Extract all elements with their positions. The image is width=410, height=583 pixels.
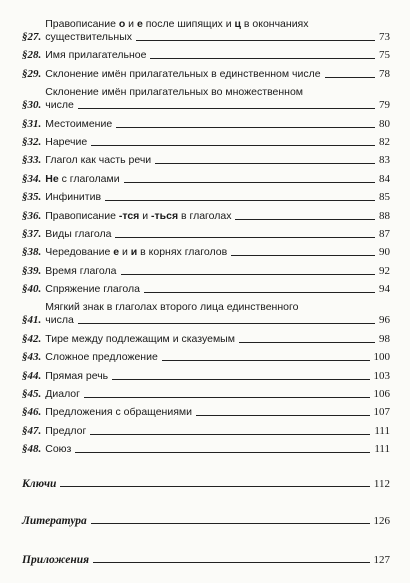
dotted-leader [239,342,375,343]
toc-entry[interactable] [22,68,390,81]
toc-entry-title: Диалог [45,388,80,401]
toc-page-number: 84 [379,172,390,185]
toc-entry[interactable] [22,49,390,62]
toc-entry-title: Предлог [45,424,87,437]
toc-entry[interactable] [22,265,390,278]
toc-entry[interactable] [22,118,390,131]
toc-entry-number: §42. [22,332,42,345]
toc-entry-number: §40. [22,283,42,296]
toc-page-number: 126 [373,515,390,527]
dotted-leader [162,360,370,361]
toc-entry[interactable] [22,388,390,401]
toc-page-number: 83 [379,154,390,167]
toc-entry-number: §32. [22,135,42,148]
toc-page-number: 80 [379,117,390,130]
toc-entry-number: §38. [22,246,42,259]
toc-entry-title: Правописание о и е после шипящих и ц в окончаниях [45,18,309,30]
toc-page-number: 111 [374,443,390,456]
toc-entry[interactable] [22,425,390,438]
toc-entry-number: §33. [22,154,42,167]
toc-entry-number: §34. [22,172,42,185]
toc-entry-title: Склонение имён прилагательных во множественном [45,86,304,99]
toc-entry-title: Время глагола [45,264,117,277]
dotted-leader [93,562,369,563]
table-of-contents [22,18,390,462]
dotted-leader [112,379,369,380]
toc-entry-number: §28. [22,49,42,62]
toc-entry-title: Инфинитив [45,191,102,204]
toc-page-number: 75 [379,49,390,62]
toc-page-number: 111 [374,424,390,437]
dotted-leader [78,323,375,324]
toc-page-number: 100 [373,351,390,364]
toc-page-number: 82 [379,135,390,148]
dotted-leader [116,127,375,128]
toc-entry-title: Тире между подлежащим и сказуемым [45,332,235,345]
toc-entry-number: §46. [22,406,42,419]
dotted-leader [231,255,375,256]
toc-entry[interactable] [22,246,390,259]
toc-entry[interactable] [22,154,390,167]
toc-entry-number: §41. [22,314,42,327]
toc-entry[interactable] [22,301,390,327]
dotted-leader [235,219,375,220]
toc-section-title: Литература [22,515,87,527]
toc-entry-title: Местоимение [45,117,113,130]
toc-entry-title: Союз [45,443,72,456]
dotted-leader [91,523,370,524]
toc-page-number: 79 [379,99,390,112]
toc-page-number: 107 [373,406,390,419]
toc-entry-title: Не с глаголами [45,172,120,185]
toc-entry-title: Мягкий знак в глаголах второго лица единственного [45,301,299,314]
toc-section-keys[interactable] [22,478,390,490]
toc-entry-title: Предложения с обращениями [45,406,192,419]
toc-entry-number: §48. [22,443,42,456]
toc-entry-title-line2: числе [45,99,74,112]
toc-entry-number: §29. [22,67,42,80]
toc-entry-number: §44. [22,369,42,382]
toc-entry-number: §35. [22,191,42,204]
toc-entry-title-line2: существительных [45,31,132,43]
toc-entry[interactable] [22,370,390,383]
toc-entry-number: §39. [22,264,42,277]
toc-page-number: 88 [379,209,390,222]
toc-page-number: 103 [373,369,390,382]
toc-entry-title: Глагол как часть речи [45,154,152,167]
toc-entry[interactable] [22,18,390,44]
toc-entry-title: Правописание -тся и -ться в глаголах [45,209,232,222]
dotted-leader [124,182,375,183]
toc-entry-title: Виды глагола [45,227,112,240]
toc-page-number: 78 [379,67,390,80]
toc-section-appendices[interactable] [22,554,390,566]
toc-entry[interactable] [22,406,390,419]
toc-entry-title: Наречие [45,135,88,148]
toc-entry-number: §47. [22,424,42,437]
toc-entry[interactable] [22,283,390,296]
dotted-leader [105,200,375,201]
dotted-leader [91,145,375,146]
toc-entry-title: Прямая речь [45,369,109,382]
toc-entry-number: §30. [22,99,42,112]
toc-page-number: 87 [379,227,390,240]
dotted-leader [136,40,375,41]
toc-page-number: 90 [379,246,390,259]
toc-entry-number: §43. [22,351,42,364]
toc-entry[interactable] [22,228,390,241]
toc-entry[interactable] [22,443,390,456]
toc-section-title: Приложения [22,554,90,566]
toc-entry-title: Сложное предложение [45,351,158,364]
toc-page-number: 85 [379,191,390,204]
dotted-leader [325,77,375,78]
toc-page-number: 92 [379,264,390,277]
dotted-leader [60,486,370,487]
toc-entry[interactable] [22,173,390,186]
dotted-leader [196,415,370,416]
toc-entry-number: §27. [22,31,42,43]
toc-section-literature[interactable] [22,515,390,527]
toc-entry[interactable] [22,191,390,204]
toc-page-number: 96 [379,314,390,327]
dotted-leader [84,397,370,398]
dotted-leader [155,163,375,164]
dotted-leader [121,274,376,275]
toc-page-number: 106 [373,388,390,401]
toc-entry-title: Склонение имён прилагательных в единственном числе [45,67,321,80]
toc-entry-title-line2: числа [45,314,74,327]
toc-entry[interactable] [22,86,390,112]
toc-section-title: Ключи [22,478,57,490]
toc-entry[interactable] [22,351,390,364]
toc-entry-title: Чередование е и и в корнях глаголов [45,246,228,259]
dotted-leader [144,292,375,293]
dotted-leader [75,452,370,453]
toc-page-number: 112 [373,478,390,490]
toc-entry-number: §45. [22,388,42,401]
toc-page-number: 127 [373,554,390,566]
dotted-leader [90,434,370,435]
toc-page-number: 98 [379,332,390,345]
toc-entry-title: Имя прилагательное [45,49,147,62]
dotted-leader [150,58,375,59]
dotted-leader [115,237,375,238]
dotted-leader [78,108,375,109]
toc-entry[interactable] [22,210,390,223]
toc-page-number: 94 [379,283,390,296]
toc-entry-number: §37. [22,227,42,240]
toc-page-number: 73 [379,31,390,43]
toc-entry-number: §36. [22,209,42,222]
toc-entry-title: Спряжение глагола [45,283,140,296]
toc-entry[interactable] [22,333,390,346]
toc-entry-number: §31. [22,117,42,130]
toc-entry[interactable] [22,136,390,149]
